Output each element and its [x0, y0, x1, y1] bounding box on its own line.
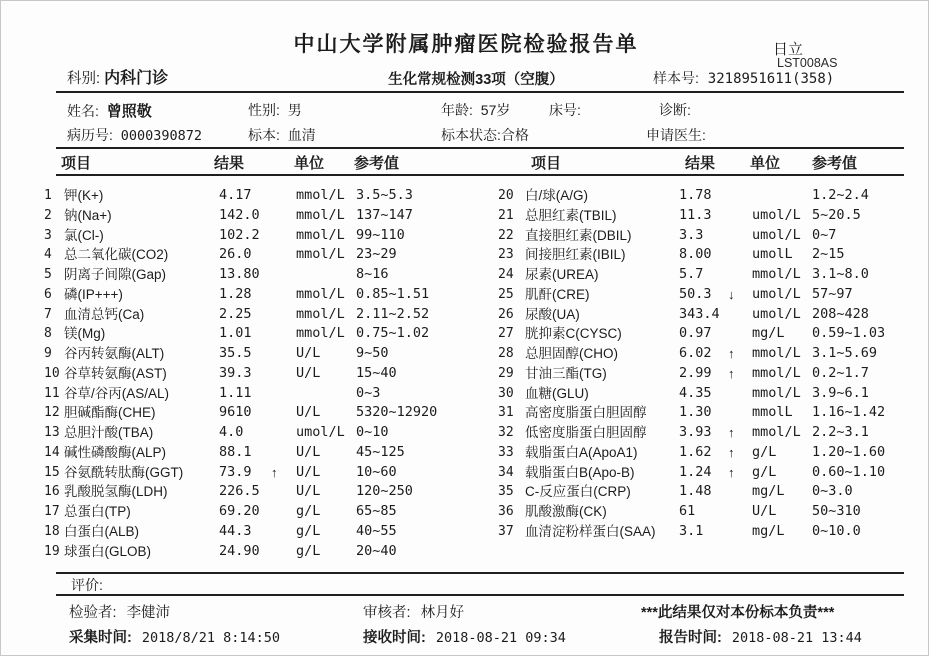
cell-result: 6.02: [679, 345, 712, 361]
cell-no: 12: [44, 405, 60, 421]
cell-range: 3.1~5.69: [812, 345, 878, 361]
cell-result: 226.5: [219, 483, 260, 500]
cell-no: 8: [44, 326, 52, 342]
cell-unit: mmol/L: [752, 424, 801, 440]
col-header-unit-right: 单位: [750, 155, 781, 172]
request-doctor-value: [706, 127, 710, 143]
col-header-item-right: 项目: [531, 155, 562, 172]
cell-no: 21: [498, 207, 514, 223]
cell-unit: mmol/L: [752, 266, 801, 282]
cell-unit: U/L: [296, 345, 321, 361]
cell-range: 0~7: [812, 226, 837, 243]
table-row: [44, 403, 476, 423]
tester-field: [69, 601, 170, 622]
cell-unit: mmol/L: [296, 226, 345, 243]
cell-result: 50.3: [679, 285, 712, 302]
cell-no: 6: [44, 286, 52, 302]
table-row: [44, 482, 476, 502]
cell-unit: U/L: [752, 503, 777, 519]
cell-result: 5.7: [679, 266, 704, 282]
cell-unit: umol/L: [296, 424, 345, 440]
cell-unit: g/L: [296, 503, 321, 519]
cell-no: 14: [44, 444, 60, 460]
cell-unit: U/L: [296, 463, 321, 480]
cell-range: 0~10: [356, 424, 389, 440]
analyzer-model: LST008AS: [777, 56, 838, 70]
cell-range: 20~40: [356, 542, 397, 559]
cell-range: 3.9~6.1: [812, 384, 869, 401]
patient-diagnosis-label: 诊断:: [659, 102, 691, 118]
table-row: [498, 522, 928, 542]
cell-range: 0.59~1.03: [812, 325, 886, 342]
analyzer-name: 日立: [773, 41, 804, 58]
cell-result: 1.01: [219, 325, 252, 342]
cell-range: 3.5~5.3: [356, 187, 413, 203]
cell-name: 总胆固醇(CHO): [525, 346, 618, 361]
patient-name-label: 姓名:: [67, 103, 99, 119]
cell-unit: umolL: [752, 246, 793, 263]
receive-time-value: 2018-08-21 09:34: [435, 630, 566, 646]
cell-name: 钾(K+): [64, 188, 104, 203]
table-row: [498, 285, 928, 305]
specimen-status-label: 标本状态:: [441, 127, 501, 143]
cell-name: 胱抑素C(CYSC): [525, 326, 622, 342]
cell-no: 18: [44, 523, 60, 539]
cell-name: 胆碱酯酶(CHE): [64, 405, 156, 421]
patient-name-value: 曾照敬: [106, 103, 152, 120]
cell-flag: ↑: [728, 346, 735, 361]
cell-result: 26.0: [219, 246, 252, 263]
cell-result: 4.35: [679, 384, 712, 401]
table-row: [498, 443, 928, 463]
cell-range: 3.1~8.0: [812, 266, 869, 282]
cell-range: 8~16: [356, 266, 389, 282]
table-row: [44, 226, 476, 246]
table-row: [44, 206, 476, 226]
patient-sex-value: 男: [287, 102, 302, 118]
cell-result: 11.3: [679, 206, 712, 223]
table-row: [44, 384, 476, 404]
cell-unit: mmolL: [752, 404, 793, 421]
col-header-item-left: 项目: [61, 155, 92, 172]
cell-unit: g/L: [296, 522, 321, 539]
table-row: [44, 344, 476, 364]
cell-name: 谷草/谷丙(AS/AL): [64, 385, 170, 401]
divider-patient: [56, 147, 904, 149]
cell-range: 5320~12920: [356, 404, 438, 421]
cell-unit: umol/L: [752, 226, 801, 243]
cell-name: 乳酸脱氢酶(LDH): [64, 484, 168, 500]
report-time-field: [659, 626, 862, 647]
results-left: [44, 186, 476, 561]
patient-age-value: 57岁: [480, 102, 511, 118]
table-row: [498, 245, 928, 265]
cell-name: 血清淀粉样蛋白(SAA): [525, 523, 656, 539]
cell-name: 总蛋白(TP): [64, 504, 131, 519]
cell-flag: ↑: [728, 464, 735, 480]
cell-flag: ↑: [728, 444, 735, 460]
cell-no: 19: [44, 543, 60, 559]
cell-no: 23: [498, 247, 514, 263]
cell-name: 白蛋白(ALB): [64, 523, 140, 539]
cell-result: 142.0: [219, 206, 260, 223]
cell-result: 1.24: [679, 463, 712, 480]
collect-time-value: 2018/8/21 8:14:50: [141, 630, 281, 646]
cell-range: 57~97: [812, 285, 853, 302]
cell-range: 50~310: [812, 503, 861, 519]
table-row: [498, 226, 928, 246]
cell-no: 34: [498, 464, 514, 480]
cell-name: 间接胆红素(IBIL): [525, 247, 626, 263]
specimen-status-field: [441, 125, 529, 145]
sample-number-field: [653, 68, 834, 88]
cell-name: 载脂蛋白B(Apo-B): [525, 464, 635, 480]
cell-result: 1.11: [219, 384, 252, 401]
cell-range: 0.85~1.51: [356, 285, 430, 302]
cell-unit: mmol/L: [752, 345, 801, 361]
cell-name: 阴离子间隙(Gap): [64, 267, 167, 282]
collect-time-label: 采集时间:: [69, 630, 132, 646]
cell-no: 13: [44, 425, 60, 440]
cell-result: 3.1: [679, 522, 704, 539]
table-row: [498, 482, 928, 502]
cell-result: 69.20: [219, 503, 260, 519]
cell-no: 36: [498, 504, 514, 519]
col-header-result-right: 结果: [685, 155, 716, 172]
cell-result: 13.80: [219, 266, 260, 282]
cell-no: 31: [498, 405, 514, 421]
cell-name: 血清总钙(Ca): [64, 306, 145, 322]
sample-number-label: 样本号:: [653, 70, 699, 86]
table-row: [44, 423, 476, 443]
cell-result: 1.28: [219, 285, 252, 302]
collect-time-field: [69, 626, 280, 647]
cell-result: 24.90: [219, 542, 260, 559]
cell-name: 白/球(A/G): [525, 188, 588, 203]
cell-unit: g/L: [296, 542, 321, 559]
patient-diagnosis-value: [691, 102, 695, 118]
table-row: [44, 522, 476, 542]
table-row: [44, 324, 476, 344]
cell-result: 88.1: [219, 443, 252, 460]
cell-no: 35: [498, 484, 514, 500]
cell-result: 4.17: [219, 187, 252, 203]
table-row: [498, 463, 928, 483]
table-row: [44, 463, 476, 483]
cell-result: 44.3: [219, 522, 252, 539]
table-row: [498, 265, 928, 285]
cell-result: 1.30: [679, 404, 712, 421]
department-label: 科别:: [67, 71, 101, 87]
table-row: [498, 186, 928, 206]
cell-result: 4.0: [219, 424, 244, 440]
results-right: [498, 186, 928, 542]
cell-unit: mmol/L: [296, 285, 345, 302]
tester-name: 李健沛: [126, 605, 171, 621]
reviewer-field: [363, 601, 464, 622]
cell-no: 2: [44, 207, 52, 223]
table-row: [44, 186, 476, 206]
cell-no: 11: [44, 385, 60, 401]
col-header-result-left: 结果: [214, 155, 245, 172]
cell-no: 1: [44, 188, 52, 203]
cell-name: 氯(Cl-): [64, 227, 104, 243]
reviewer-name: 林月好: [420, 605, 465, 621]
request-doctor-label: 申请医生:: [646, 127, 706, 143]
table-row: [498, 324, 928, 344]
cell-range: 1.2~2.4: [812, 187, 869, 203]
patient-sex-label: 性别:: [248, 102, 280, 118]
cell-range: 2.11~2.52: [356, 305, 430, 322]
cell-no: 30: [498, 385, 514, 401]
cell-unit: mmol/L: [752, 384, 801, 401]
specimen-value: 血清: [287, 127, 316, 143]
cell-unit: U/L: [296, 364, 321, 381]
cell-result: 3.3: [679, 226, 704, 243]
cell-result: 102.2: [219, 226, 260, 243]
table-row: [498, 384, 928, 404]
cell-name: 钠(Na+): [64, 207, 112, 223]
cell-result: 73.9: [219, 463, 252, 480]
cell-result: 1.78: [679, 187, 712, 203]
patient-name-field: [67, 100, 152, 121]
cell-range: 40~55: [356, 522, 397, 539]
cell-no: 16: [44, 484, 60, 500]
cell-range: 137~147: [356, 206, 413, 223]
cell-result: 0.97: [679, 325, 712, 342]
cell-result: 39.3: [219, 364, 252, 381]
department-field: [67, 65, 168, 88]
cell-flag: ↑: [728, 365, 735, 381]
cell-flag: ↑: [728, 425, 735, 440]
cell-name: 磷(IP+++): [64, 286, 123, 302]
cell-range: 9~50: [356, 345, 389, 361]
cell-range: 0.75~1.02: [356, 325, 430, 342]
cell-range: 99~110: [356, 226, 405, 243]
table-row: [498, 364, 928, 384]
cell-name: 肌酸激酶(CK): [525, 504, 607, 519]
receive-time-field: [363, 626, 566, 647]
cell-range: 1.20~1.60: [812, 443, 886, 460]
patient-diagnosis-field: [659, 100, 695, 120]
cell-name: 球蛋白(GLOB): [64, 543, 152, 559]
cell-result: 3.93: [679, 424, 712, 440]
divider-results: [56, 572, 904, 574]
cell-range: 208~428: [812, 305, 869, 322]
cell-name: C-反应蛋白(CRP): [525, 484, 631, 500]
cell-unit: mg/L: [752, 483, 785, 500]
cell-name: 总二氧化碳(CO2): [64, 247, 169, 263]
report-time-label: 报告时间:: [659, 630, 722, 646]
cell-range: 120~250: [356, 483, 413, 500]
table-row: [44, 265, 476, 285]
cell-unit: mmol/L: [296, 305, 345, 322]
cell-range: 0~3.0: [812, 483, 853, 500]
cell-unit: g/L: [752, 443, 777, 460]
department-value: 内科门诊: [104, 70, 169, 87]
cell-no: 32: [498, 425, 514, 440]
tester-label: 检验者:: [69, 605, 117, 621]
cell-unit: U/L: [296, 404, 321, 421]
patient-bed-value: [581, 102, 585, 118]
cell-name: 尿酸(UA): [525, 306, 580, 322]
cell-unit: umol/L: [752, 305, 801, 322]
cell-range: 23~29: [356, 246, 397, 263]
cell-unit: U/L: [296, 483, 321, 500]
cell-name: 总胆汁酸(TBA): [64, 425, 154, 440]
cell-no: 24: [498, 267, 514, 282]
cell-name: 直接胆红素(DBIL): [525, 227, 632, 243]
cell-range: 2~15: [812, 246, 845, 263]
cell-no: 27: [498, 326, 514, 342]
col-header-range-right: 参考值: [812, 155, 858, 172]
table-row: [44, 305, 476, 325]
cell-range: 0~3: [356, 384, 381, 401]
table-row: [498, 502, 928, 522]
cell-unit: U/L: [296, 443, 321, 460]
cell-range: 10~60: [356, 463, 397, 480]
cell-unit: umol/L: [752, 206, 801, 223]
cell-unit: mmol/L: [296, 246, 345, 263]
cell-name: 镁(Mg): [64, 326, 106, 342]
cell-no: 20: [498, 188, 514, 203]
cell-name: 谷氨酰转肽酶(GGT): [64, 464, 184, 480]
specimen-field: [248, 125, 316, 145]
cell-unit: mg/L: [752, 522, 785, 539]
cell-no: 26: [498, 306, 514, 322]
cell-no: 7: [44, 306, 52, 322]
cell-result: 61: [679, 503, 696, 519]
cell-no: 29: [498, 365, 514, 381]
cell-unit: mmol/L: [296, 206, 345, 223]
cell-name: 甘油三酯(TG): [525, 365, 607, 381]
table-row: [44, 502, 476, 522]
cell-range: 15~40: [356, 364, 397, 381]
cell-no: 25: [498, 286, 514, 302]
cell-range: 0.2~1.7: [812, 364, 869, 381]
col-header-range-left: 参考值: [354, 155, 400, 172]
cell-unit: umol/L: [752, 285, 801, 302]
cell-range: 5~20.5: [812, 206, 861, 223]
table-row: [44, 443, 476, 463]
cell-no: 5: [44, 267, 52, 282]
table-row: [498, 206, 928, 226]
cell-unit: mmol/L: [752, 364, 801, 381]
cell-no: 37: [498, 523, 514, 539]
cell-range: 45~125: [356, 443, 405, 460]
patient-bed-field: [549, 100, 585, 120]
table-row: [498, 403, 928, 423]
cell-no: 4: [44, 247, 52, 263]
cell-result: 8.00: [679, 246, 712, 263]
cell-name: 谷草转氨酶(AST): [64, 365, 167, 381]
table-row: [44, 364, 476, 384]
cell-unit: g/L: [752, 463, 777, 480]
col-header-unit-left: 单位: [294, 155, 325, 172]
table-row: [44, 285, 476, 305]
cell-result: 343.4: [679, 305, 720, 322]
cell-range: 65~85: [356, 503, 397, 519]
receive-time-label: 接收时间:: [363, 630, 426, 646]
patient-age-field: [441, 100, 510, 120]
cell-result: 2.99: [679, 364, 712, 381]
specimen-status-value: 合格: [500, 127, 529, 143]
cell-no: 10: [44, 365, 60, 381]
request-doctor-field: [646, 125, 710, 145]
cell-no: 3: [44, 227, 52, 243]
cell-no: 28: [498, 346, 514, 361]
patient-sex-field: [248, 100, 302, 120]
cell-range: 2.2~3.1: [812, 424, 869, 440]
table-row: [498, 305, 928, 325]
cell-flag: ↓: [728, 286, 735, 302]
cell-no: 15: [44, 464, 60, 480]
cell-no: 33: [498, 444, 514, 460]
cell-range: 0.60~1.10: [812, 463, 886, 480]
record-number-value: 0000390872: [120, 128, 203, 144]
patient-bed-label: 床号:: [549, 102, 581, 118]
cell-no: 22: [498, 227, 514, 243]
cell-unit: mmol/L: [296, 325, 345, 342]
cell-flag: ↑: [271, 464, 278, 480]
cell-result: 9610: [219, 404, 252, 421]
table-row: [498, 344, 928, 364]
cell-name: 尿素(UREA): [525, 267, 599, 282]
cell-result: 1.62: [679, 443, 712, 460]
patient-age-label: 年龄:: [441, 102, 473, 118]
cell-name: 肌酐(CRE): [525, 286, 590, 302]
cell-range: 1.16~1.42: [812, 404, 886, 421]
cell-unit: mg/L: [752, 325, 785, 342]
report-title: 中山大学附属肿瘤医院检验报告单: [293, 33, 639, 56]
evaluation-label: 评价:: [71, 577, 103, 593]
cell-name: 血糖(GLU): [525, 385, 589, 401]
cell-name: 总胆红素(TBIL): [525, 207, 617, 223]
cell-name: 碱性磷酸酶(ALP): [64, 444, 167, 460]
table-row: [44, 542, 476, 562]
sample-number-value: 3218951611(358): [707, 71, 835, 87]
cell-name: 谷丙转氨酶(ALT): [64, 346, 165, 361]
cell-range: 0~10.0: [812, 522, 861, 539]
table-row: [498, 423, 928, 443]
divider-header: [56, 91, 904, 93]
disclaimer-text: ***此结果仅对本份标本负责***: [641, 605, 835, 621]
divider-table-header: [56, 174, 904, 176]
record-number-field: [67, 125, 202, 145]
reviewer-label: 审核者:: [363, 605, 411, 621]
cell-no: 9: [44, 346, 52, 361]
report-time-value: 2018-08-21 13:44: [731, 630, 862, 646]
divider-evaluation: [56, 594, 904, 596]
record-number-label: 病历号:: [67, 127, 113, 143]
cell-no: 17: [44, 504, 60, 519]
table-row: [44, 245, 476, 265]
cell-name: 高密度脂蛋白胆固醇: [525, 405, 647, 421]
cell-name: 载脂蛋白A(ApoA1): [525, 444, 638, 460]
cell-name: 低密度脂蛋白胆固醇: [525, 425, 647, 440]
cell-result: 35.5: [219, 345, 252, 361]
panel-subtitle: 生化常规检测33项（空腹）: [388, 72, 564, 88]
specimen-label: 标本:: [248, 127, 280, 143]
cell-unit: mmol/L: [296, 187, 345, 203]
cell-result: 1.48: [679, 483, 712, 500]
cell-result: 2.25: [219, 305, 252, 322]
